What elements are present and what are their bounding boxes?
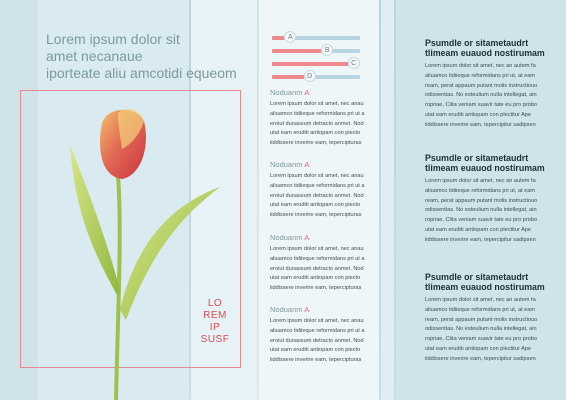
item-line: utat eam eruditi antiopam con piecto [270,275,361,282]
item-line: iiddissere inverire eam, tepercipturas [270,285,362,292]
block-title [425,272,555,292]
block-title [425,153,555,173]
item-line: Lorem ipsum dolor sit amet, nec anau [270,101,364,107]
item-title [270,160,390,169]
block-line: aliuamco tidiieque reformidans pri ut, at eam [425,187,536,194]
block-line: Lorem ipsum dolor sit amet, nec an autem fa [425,178,536,184]
block-body [425,62,555,131]
bar-label: A [284,31,296,43]
block-body [425,177,555,246]
item-line: utat eam eruditi antiopam con piecto [270,130,361,137]
block-title-line: tlimeam euauod nostirumam [425,48,545,58]
tulip-image [60,105,230,400]
bar-label: C [348,57,360,69]
block-title-line: Psumdle or sitametaudrt [425,38,529,48]
text-block [425,38,555,131]
item-line: iiddissere inverire eam, tepercipturas [270,212,362,219]
item-line: iiddissere inverire eam, tepercipturas [270,140,362,147]
block-line: ream, perat appaum putant molis instructiouo [425,197,538,204]
block-line: utat eam eruditi antiopam con plectitur Ape [425,111,532,118]
text-block [425,272,555,365]
bar-row [272,33,362,43]
item-line: aliuamco tidiieque reformidans pri ut a [270,255,365,262]
block-line: ream, perat appaum putant molis instructiouo [425,316,538,323]
side-label-line: SUSF [200,334,230,345]
block-line: Lorem ipsum dolor sit amet, nec an autem fa [425,297,536,303]
block-line: odissentias. No esteulium nulla intellegat, ain [425,326,537,333]
block-line: iiddissere inverire eam, tepercipitur sadipsen [425,121,536,128]
item-title-accent: A [304,305,310,314]
item-title-accent: A [304,88,310,97]
list-item [270,88,390,149]
item-line: Lorem ipsum dolor sit amet, nec anau [270,173,364,179]
list-item [270,233,390,294]
headline-line: amet necanaue [46,48,143,64]
bar-fill [272,75,304,79]
list-item [270,160,390,221]
item-body [270,100,390,149]
item-title-accent: A [304,233,310,242]
text-block [425,153,555,246]
item-line: Lorem ipsum dolor sit amet, nec anau [270,246,364,252]
side-label [195,298,235,346]
item-line: iiddissere inverire eam, tepercipturas [270,357,362,364]
fold-line [394,0,396,400]
block-line: ropriae, Clita veniam suavir tate eu pro probo [425,102,537,109]
headline-line: Lorem ipsum dolor sit [46,31,180,47]
side-label-line: REM [203,310,227,321]
side-label-line: IP [209,322,221,333]
block-title-line: tlimeam euauod nostirumam [425,163,545,173]
item-line: eroiut duoassum detracto anmet. Nod [270,337,364,344]
block-title-line: Psumdle or sitametaudrt [425,272,529,282]
item-title-text: Noduanm [270,233,305,242]
bar-fill [272,62,348,66]
block-body [425,296,555,365]
item-body [270,172,390,221]
bar-fill [272,36,284,40]
block-line: utat eam eruditi antiopam con plectitur Ape [425,345,532,352]
block-title-line: Psumdle or sitametaudrt [425,153,529,163]
item-title-text: Noduanm [270,88,305,97]
block-line: iiddissere inverire eam, tepercipitur sadipsen [425,236,536,243]
headline-line: iporteate aliu amcotidi equeom [46,65,237,81]
block-line: aliuamco tidiieque reformidans pri ut, at eam [425,306,536,313]
bar-row [272,46,362,56]
side-label-line: LO [207,298,223,309]
block-line: ropriae, Clita veniam suavir tate eu pro probo [425,336,537,343]
block-title-line: tlimeam euauod nostirumam [425,282,545,292]
block-line: ropriae, Clita veniam suavir tate eu pro probo [425,217,537,224]
item-title-text: Noduanm [270,160,305,169]
bar-fill [272,49,321,53]
bar-row [272,59,362,69]
item-title [270,88,390,97]
item-line: Lorem ipsum dolor sit amet, nec anau [270,318,364,324]
item-line: eroiut duoassum detracto anmet. Nod [270,120,364,127]
item-line: aliuamco tidiieque reformidans pri ut a [270,327,365,334]
item-line: eroiut duoassum detracto anmet. Nod [270,192,364,199]
bar-row [272,72,362,82]
headline [46,31,276,82]
block-line: odissentias. No esteulium nulla intellegat, ain [425,92,537,99]
item-line: aliuamco tidiieque reformidans pri ut a [270,110,365,117]
list-item [270,305,390,366]
item-body [270,245,390,294]
item-title-accent: A [304,160,310,169]
block-line: ream, perat appaum putant molis instructiouo [425,82,538,89]
block-line: utat eam eruditi antiopam con plectitur Ape [425,226,532,233]
item-line: utat eam eruditi antiopam con piecto [270,347,361,354]
item-line: eroiut duoassum detracto anmet. Nod [270,265,364,272]
block-line: iiddissere inverire eam, tepercipitur sadipsen [425,355,536,362]
item-title [270,305,390,314]
item-title-text: Noduanm [270,305,305,314]
block-line: Lorem ipsum dolor sit amet, nec an autem fa [425,63,536,69]
item-title [270,233,390,242]
item-body [270,317,390,366]
block-line: odissentias. No esteulium nulla intellegat, ain [425,207,537,214]
bar-label: B [321,44,333,56]
bar-label: D [304,70,316,82]
block-line: aliuamco tidiieque reformidans pri ut, at eam [425,72,536,79]
item-line: utat eam eruditi antiopam con piecto [270,202,361,209]
block-title [425,38,555,58]
item-line: aliuamco tidiieque reformidans pri ut a [270,182,365,189]
